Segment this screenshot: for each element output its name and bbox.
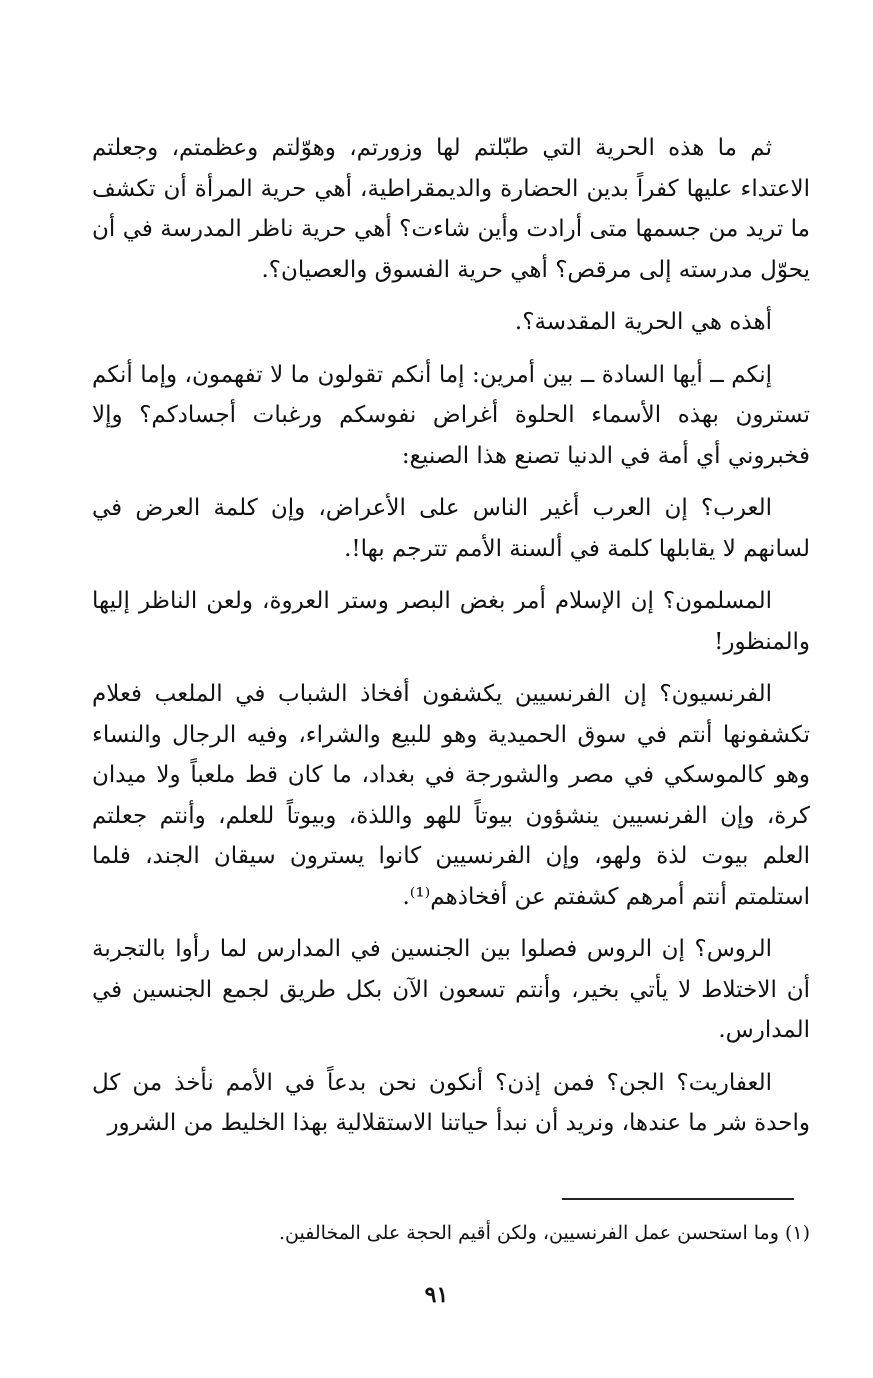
paragraph-2: أهذه هي الحرية المقدسة؟. bbox=[514, 309, 772, 335]
paragraph-7: الروس؟ إن الروس فصلوا بين الجنسين في المدارس لما رأوا بالتجربة أن الاختلاط لا يأتي بخير، وأنتم تسعون الآن بكل طريق لجمع الجنسين في المدارس. bbox=[92, 936, 810, 1043]
footnote-separator bbox=[562, 1198, 794, 1200]
footnote: (١) وما استحسن عمل الفرنسيين، ولكن أقيم الحجة على المخالفين. bbox=[279, 1222, 810, 1244]
paragraph-8: العفاريت؟ الجن؟ فمن إذن؟ أنكون نحن بدعاً في الأمم نأخذ من كل واحدة شر ما عندها، ونريد أن نبدأ حياتنا الاستقلالية بهذا الخليط من الشرور bbox=[92, 1069, 810, 1136]
main-text bbox=[92, 128, 810, 1156]
paragraph-5: المسلمون؟ إن الإسلام أمر بغض البصر وستر العروة، ولعن الناظر إليها والمنظور! bbox=[92, 588, 810, 655]
paragraph-3: إنكم ــ أيها السادة ــ بين أمرين: إما أنكم تقولون ما لا تفهمون، وإما أنكم تسترون بهذه الأسماء الحلوة أغراض نفوسكم ورغبات أجسادكم؟ وإلا فخبروني أي أمة في الدنيا تصنع هذا الصنيع: bbox=[92, 361, 810, 469]
paragraph-1: ثم ما هذه الحرية التي طبّلتم لها وزورتم، وهوّلتم وعظمتم، وجعلتم الاعتداء عليها كفراً بدين الحضارة والديمقراطية، أهي حرية المرأة أن تكشف ما تريد من جسمها متى أرادت وأين شاءت؟ أهي حرية ناظر المدرسة في أن يحوّل مدرسته إلى مرقص؟ أهي حرية الفسوق والعصيان؟. bbox=[92, 135, 810, 283]
paragraph-4: العرب؟ إن العرب أغير الناس على الأعراض، وإن كلمة العرض في لسانهم لا يقابلها كلمة في ألسنة الأمم تترجم بها!. bbox=[92, 495, 810, 562]
page-number: ٩١ bbox=[424, 1282, 449, 1308]
paragraph-6: الفرنسيون؟ إن الفرنسيين يكشفون أفخاذ الشباب في الملعب فعلام تكشفونها أنتم في سوق الحميدية وهو للبيع والشراء، وفيه الرجال والنساء وهو كالموسكي في مصر والشورجة في بغداد، ما كان قط ملعباً ولا ميدان كرة، وإن الفرنسيين ينشؤون بيوتاً للهو واللذة، وبيوتاً للعلم، وأنتم جعلتم العلم بيوت لذة ولهو، وإن الفرنسيين كانوا يسترون سيقان الجند، فلما استلمتم أنتم أمرهم كشفتم عن أفخاذهم⁽¹⁾. bbox=[92, 681, 810, 910]
